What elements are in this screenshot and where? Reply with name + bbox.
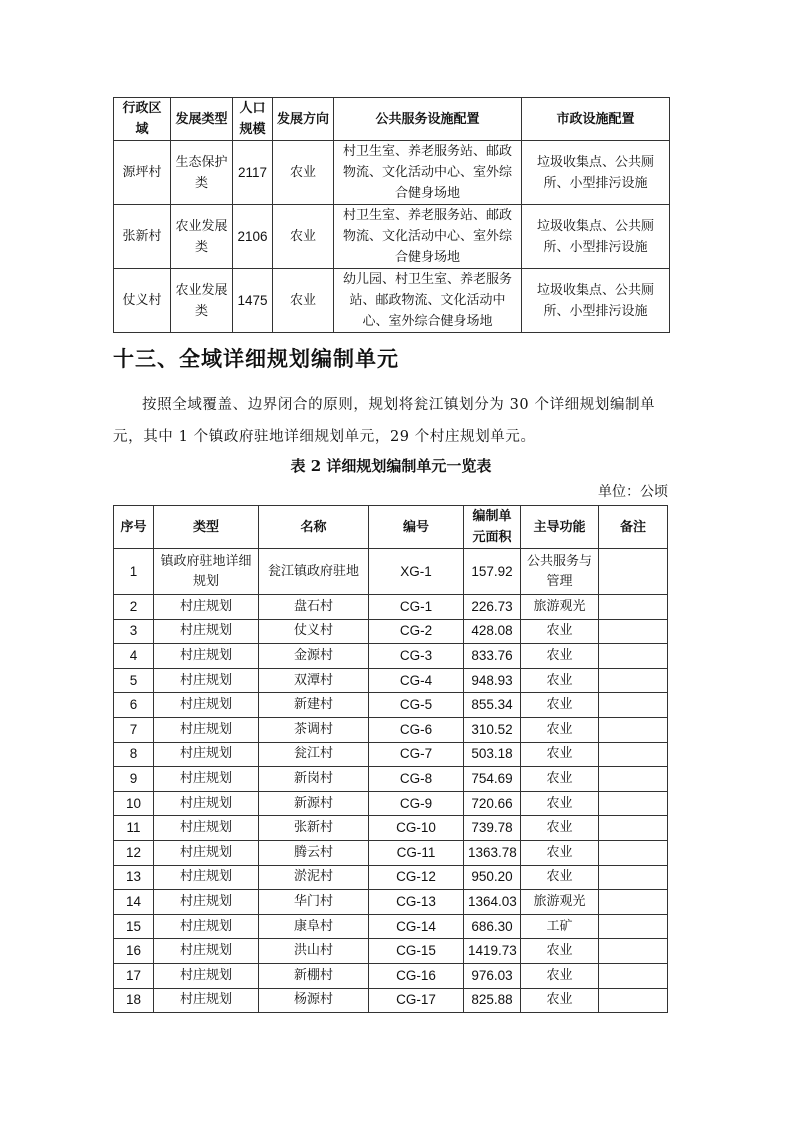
table-row — [114, 791, 668, 816]
table-cell: 农业 — [521, 840, 599, 865]
table-cell: CG-2 — [369, 619, 464, 644]
table-cell: 13 — [114, 865, 154, 890]
table-cell — [599, 963, 668, 988]
table-cell: 村庄规划 — [154, 963, 259, 988]
table-cell: 仗义村 — [114, 269, 171, 333]
table-cell: 农业 — [521, 767, 599, 792]
column-header: 市政设施配置 — [522, 98, 670, 141]
table-cell: 村卫生室、养老服务站、邮政物流、文化活动中心、室外综合健身场地 — [334, 205, 522, 269]
table-cell — [599, 717, 668, 742]
table-cell: 农业 — [521, 791, 599, 816]
table-cell: 张新村 — [259, 816, 369, 841]
table-cell: 村庄规划 — [154, 767, 259, 792]
table-row — [114, 668, 668, 693]
table-cell: 瓮江镇政府驻地 — [259, 549, 369, 595]
table-cell: 村庄规划 — [154, 791, 259, 816]
table-cell: 农业发展类 — [171, 269, 233, 333]
table-cell: 1 — [114, 549, 154, 595]
table-cell: 14 — [114, 890, 154, 915]
table-cell: 8 — [114, 742, 154, 767]
table-row — [114, 269, 670, 333]
table-row — [114, 141, 670, 205]
table-row — [114, 914, 668, 939]
table-cell: 739.78 — [464, 816, 521, 841]
table-cell: 茶调村 — [259, 717, 369, 742]
table-cell: 村庄规划 — [154, 644, 259, 669]
table-cell: 7 — [114, 717, 154, 742]
table-cell: 825.88 — [464, 988, 521, 1013]
table-cell: 157.92 — [464, 549, 521, 595]
table-cell: 垃圾收集点、公共厕所、小型排污设施 — [522, 269, 670, 333]
table-cell: XG-1 — [369, 549, 464, 595]
table-cell: 2106 — [233, 205, 273, 269]
table-cell: 2117 — [233, 141, 273, 205]
table-cell: 农业 — [521, 668, 599, 693]
table-cell — [599, 693, 668, 718]
table-cell: 村庄规划 — [154, 816, 259, 841]
table-cell: 6 — [114, 693, 154, 718]
table-cell — [599, 549, 668, 595]
table-cell: 855.34 — [464, 693, 521, 718]
table-cell: 976.03 — [464, 963, 521, 988]
table-cell: CG-11 — [369, 840, 464, 865]
table-cell — [599, 890, 668, 915]
table-cell: 垃圾收集点、公共厕所、小型排污设施 — [522, 205, 670, 269]
table-cell: 腾云村 — [259, 840, 369, 865]
section-heading: 十三、全域详细规划编制单元 — [113, 346, 399, 371]
table-cell: CG-8 — [369, 767, 464, 792]
table-cell — [599, 816, 668, 841]
table-cell: 生态保护类 — [171, 141, 233, 205]
column-header: 编制单元面积 — [464, 506, 521, 549]
column-header: 公共服务设施配置 — [334, 98, 522, 141]
table-cell: 垃圾收集点、公共厕所、小型排污设施 — [522, 141, 670, 205]
table-row — [114, 816, 668, 841]
table-cell: 428.08 — [464, 619, 521, 644]
table-cell: 镇政府驻地详细规划 — [154, 549, 259, 595]
table-header-row — [114, 98, 670, 141]
table-cell: 17 — [114, 963, 154, 988]
table-cell: 1419.73 — [464, 939, 521, 964]
table-cell: 仗义村 — [259, 619, 369, 644]
table-cell: CG-16 — [369, 963, 464, 988]
table-cell — [599, 914, 668, 939]
table-cell: 16 — [114, 939, 154, 964]
table-cell: 12 — [114, 840, 154, 865]
column-header: 行政区域 — [114, 98, 171, 141]
table-cell: 农业 — [273, 269, 334, 333]
table-cell: 公共服务与管理 — [521, 549, 599, 595]
table-header-row — [114, 506, 668, 549]
table-cell: 农业 — [521, 865, 599, 890]
table-cell: 村庄规划 — [154, 890, 259, 915]
table-row — [114, 693, 668, 718]
section-paragraph: 按照全域覆盖、边界闭合的原则，规划将瓮江镇划分为 30 个详细规划编制单元，其中 1 个镇政府驻地详细规划单元，29 个村庄规划单元。 — [113, 397, 656, 445]
table-cell: 村庄规划 — [154, 668, 259, 693]
table-row — [114, 549, 668, 595]
table-cell: 村庄规划 — [154, 742, 259, 767]
column-header: 名称 — [259, 506, 369, 549]
table-unit: 单位：公顷 — [598, 484, 668, 500]
column-header: 人口规模 — [233, 98, 273, 141]
table-cell: 15 — [114, 914, 154, 939]
table-cell: 11 — [114, 816, 154, 841]
table-row — [114, 865, 668, 890]
table-cell: 226.73 — [464, 595, 521, 620]
table-row — [114, 939, 668, 964]
table-cell: 3 — [114, 619, 154, 644]
table-cell: 瓮江村 — [259, 742, 369, 767]
table-cell: 503.18 — [464, 742, 521, 767]
table-cell: 金源村 — [259, 644, 369, 669]
table-row — [114, 988, 668, 1013]
village-facilities-table — [113, 97, 670, 333]
table-cell: 686.30 — [464, 914, 521, 939]
table-row — [114, 595, 668, 620]
column-header: 备注 — [599, 506, 668, 549]
table-cell: 村庄规划 — [154, 840, 259, 865]
table-cell: 720.66 — [464, 791, 521, 816]
table-row — [114, 619, 668, 644]
table-cell: 华门村 — [259, 890, 369, 915]
table-cell: 农业 — [521, 988, 599, 1013]
column-header: 类型 — [154, 506, 259, 549]
table-cell — [599, 619, 668, 644]
table-cell: 10 — [114, 791, 154, 816]
table-cell: 村庄规划 — [154, 595, 259, 620]
table-cell: 农业 — [521, 963, 599, 988]
table-cell: 幼儿园、村卫生室、养老服务站、邮政物流、文化活动中心、室外综合健身场地 — [334, 269, 522, 333]
table-cell — [599, 840, 668, 865]
table-row — [114, 742, 668, 767]
table-row — [114, 205, 670, 269]
table-cell: 1363.78 — [464, 840, 521, 865]
table-cell: CG-5 — [369, 693, 464, 718]
table-cell: 洪山村 — [259, 939, 369, 964]
table-cell — [599, 988, 668, 1013]
table-cell: 盘石村 — [259, 595, 369, 620]
table-cell: 9 — [114, 767, 154, 792]
table-cell: CG-1 — [369, 595, 464, 620]
table-cell: 村庄规划 — [154, 619, 259, 644]
table-cell: 农业 — [521, 717, 599, 742]
table-cell: 工矿 — [521, 914, 599, 939]
table-cell: 新棚村 — [259, 963, 369, 988]
table-cell: 村卫生室、养老服务站、邮政物流、文化活动中心、室外综合健身场地 — [334, 141, 522, 205]
table-row — [114, 767, 668, 792]
table-cell: 康阜村 — [259, 914, 369, 939]
table-cell: 杨源村 — [259, 988, 369, 1013]
table-row — [114, 717, 668, 742]
planning-units-table — [113, 505, 668, 1013]
column-header: 发展类型 — [171, 98, 233, 141]
table-cell: CG-13 — [369, 890, 464, 915]
table-cell: CG-7 — [369, 742, 464, 767]
table-cell: 村庄规划 — [154, 914, 259, 939]
table-cell — [599, 595, 668, 620]
table-cell: CG-3 — [369, 644, 464, 669]
table-cell: CG-9 — [369, 791, 464, 816]
table-cell: 村庄规划 — [154, 939, 259, 964]
column-header: 序号 — [114, 506, 154, 549]
table-cell: CG-6 — [369, 717, 464, 742]
table-cell: 950.20 — [464, 865, 521, 890]
table-cell: 源坪村 — [114, 141, 171, 205]
table-cell: 754.69 — [464, 767, 521, 792]
table-cell: 310.52 — [464, 717, 521, 742]
table-cell: 村庄规划 — [154, 693, 259, 718]
table-cell: 农业 — [273, 205, 334, 269]
table-cell: 2 — [114, 595, 154, 620]
table-cell: 农业 — [273, 141, 334, 205]
table-cell: 农业 — [521, 742, 599, 767]
table-cell: 农业 — [521, 816, 599, 841]
table-cell: 农业 — [521, 619, 599, 644]
column-header: 编号 — [369, 506, 464, 549]
table-cell: CG-10 — [369, 816, 464, 841]
column-header: 主导功能 — [521, 506, 599, 549]
table-cell: 5 — [114, 668, 154, 693]
table-cell: 张新村 — [114, 205, 171, 269]
table-cell: 833.76 — [464, 644, 521, 669]
table-cell: 旅游观光 — [521, 890, 599, 915]
table-caption: 表 2 详细规划编制单元一览表 — [290, 457, 492, 475]
table-cell: 村庄规划 — [154, 865, 259, 890]
table-cell — [599, 865, 668, 890]
table-cell: 农业 — [521, 939, 599, 964]
table-cell: 淤泥村 — [259, 865, 369, 890]
table-cell: CG-4 — [369, 668, 464, 693]
table-cell: CG-12 — [369, 865, 464, 890]
table-cell: CG-14 — [369, 914, 464, 939]
table-cell: 村庄规划 — [154, 988, 259, 1013]
table-cell: 新源村 — [259, 791, 369, 816]
table-cell — [599, 767, 668, 792]
table-cell — [599, 742, 668, 767]
table-cell: 1364.03 — [464, 890, 521, 915]
table-cell: 村庄规划 — [154, 717, 259, 742]
column-header: 发展方向 — [273, 98, 334, 141]
table-row — [114, 644, 668, 669]
table-cell: 农业发展类 — [171, 205, 233, 269]
table-cell: 1475 — [233, 269, 273, 333]
table-cell: 新岗村 — [259, 767, 369, 792]
table-cell — [599, 939, 668, 964]
table-cell: 18 — [114, 988, 154, 1013]
table-cell: CG-15 — [369, 939, 464, 964]
table-cell — [599, 791, 668, 816]
table-row — [114, 890, 668, 915]
table-cell: 双潭村 — [259, 668, 369, 693]
table-cell: 旅游观光 — [521, 595, 599, 620]
table-cell: 农业 — [521, 693, 599, 718]
table-row — [114, 963, 668, 988]
table-cell: 4 — [114, 644, 154, 669]
table-cell: 948.93 — [464, 668, 521, 693]
table-cell — [599, 644, 668, 669]
table-cell: 农业 — [521, 644, 599, 669]
table-cell — [599, 668, 668, 693]
table-cell: CG-17 — [369, 988, 464, 1013]
table-cell: 新建村 — [259, 693, 369, 718]
table-row — [114, 840, 668, 865]
